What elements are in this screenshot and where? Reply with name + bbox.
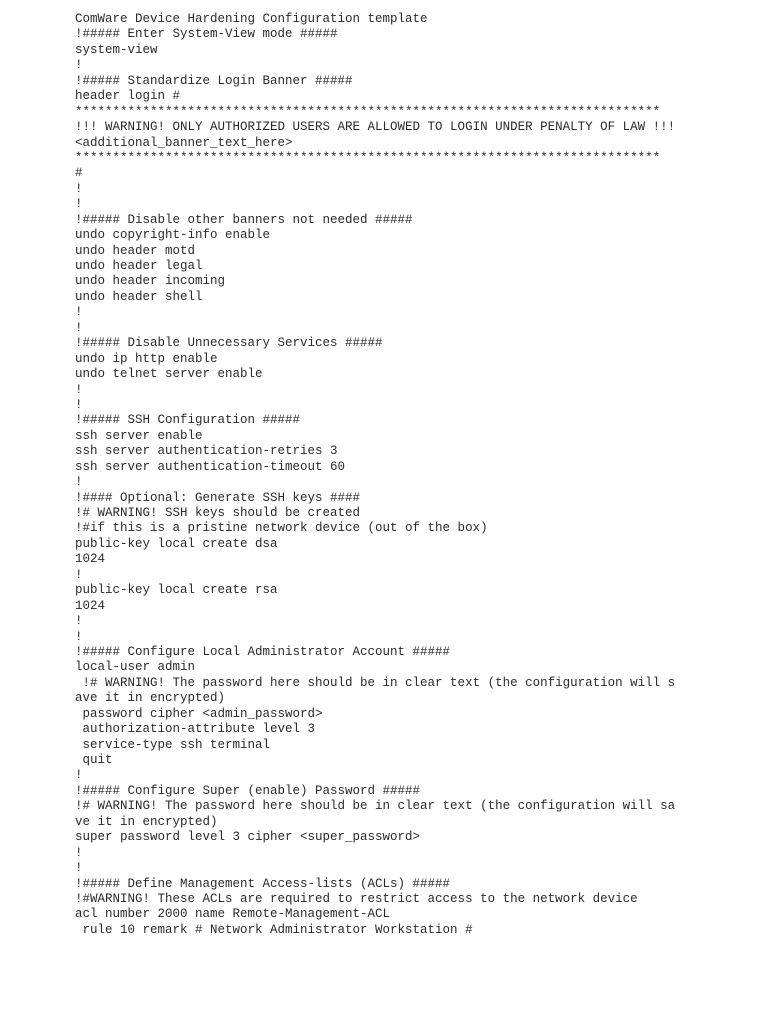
config-line: undo copyright-info enable [75, 228, 271, 243]
config-line: !# WARNING! SSH keys should be created [75, 506, 361, 520]
config-line: !# WARNING! The password here should be in clear text (the configuration will sa [75, 799, 676, 814]
config-line: ssh server authentication-timeout 60 [75, 459, 346, 474]
config-line: !!! WARNING! ONLY AUTHORIZED USERS ARE ALLOWED TO LOGIN UNDER PENALTY OF LAW !!! [75, 120, 676, 135]
config-line: password cipher <admin_password> [75, 706, 323, 721]
config-line: ComWare Device Hardening Configuration template [75, 12, 428, 26]
config-line: ve it in encrypted) [75, 814, 218, 829]
config-line: <additional_banner_text_here> [75, 135, 293, 150]
config-line: public-key local create dsa [75, 536, 278, 551]
config-line: 1024 [75, 598, 106, 613]
config-line: !#WARNING! These ACLs are required to restrict access to the network device [75, 891, 638, 906]
config-line: super password level 3 cipher <super_password> [75, 830, 421, 845]
config-line: ! [75, 305, 83, 320]
config-line: ssh server authentication-retries 3 [75, 444, 338, 459]
config-line: ave it in encrypted) [75, 691, 226, 706]
config-line: system-view [75, 42, 158, 57]
config-line: !##### Configure Local Administrator Account ##### [75, 644, 451, 659]
config-line: ! [75, 382, 83, 397]
config-line: 1024 [75, 552, 106, 567]
config-line: !##### Disable other banners not needed ##### [75, 212, 413, 227]
config-line: undo header legal [75, 259, 203, 273]
config-line: ! [75, 475, 83, 490]
config-line: ! [75, 397, 83, 412]
config-line: !##### Disable Unnecessary Services ##### [75, 336, 383, 351]
config-line: !##### Configure Super (enable) Password ##### [75, 783, 421, 798]
config-line: quit [75, 753, 113, 767]
config-line: ****************************************************************************** [75, 150, 661, 165]
config-line: ! [75, 58, 83, 73]
config-line: ****************************************************************************** [75, 104, 661, 119]
config-line: ! [75, 861, 83, 876]
config-line: !##### SSH Configuration ##### [75, 413, 301, 428]
config-line: !# WARNING! The password here should be in clear text (the configuration will s [75, 675, 676, 690]
config-line: undo telnet server enable [75, 367, 263, 382]
config-line: !##### Define Management Access-lists (ACLs) ##### [75, 876, 451, 891]
config-line: ! [75, 614, 83, 629]
config-line: !#### Optional: Generate SSH keys #### [75, 490, 361, 505]
config-line: !##### Enter System-View mode ##### [75, 27, 338, 42]
config-line: ! [75, 197, 83, 212]
config-line: ! [75, 181, 83, 196]
configuration-text [75, 12, 755, 938]
config-line: rule 10 remark # Network Administrator Workstation # [75, 922, 473, 937]
config-line: undo ip http enable [75, 351, 218, 366]
config-line: public-key local create rsa [75, 583, 278, 598]
config-line: header login # [75, 89, 181, 104]
config-line: undo header shell [75, 289, 203, 304]
config-line: authorization-attribute level 3 [75, 722, 316, 737]
config-line: acl number 2000 name Remote-Management-ACL [75, 907, 391, 922]
config-line: !##### Standardize Login Banner ##### [75, 73, 353, 88]
config-line: ! [75, 567, 83, 582]
config-line: service-type ssh terminal [75, 737, 271, 752]
config-line: ssh server enable [75, 428, 203, 443]
config-line: undo header incoming [75, 274, 226, 289]
config-line: undo header motd [75, 243, 196, 258]
config-line: local-user admin [75, 660, 196, 675]
config-line: # [75, 166, 83, 181]
config-line: ! [75, 629, 83, 644]
config-line: !#if this is a pristine network device (out of the box) [75, 521, 488, 536]
config-line: ! [75, 845, 83, 860]
config-line: ! [75, 768, 83, 783]
config-line: ! [75, 320, 83, 335]
